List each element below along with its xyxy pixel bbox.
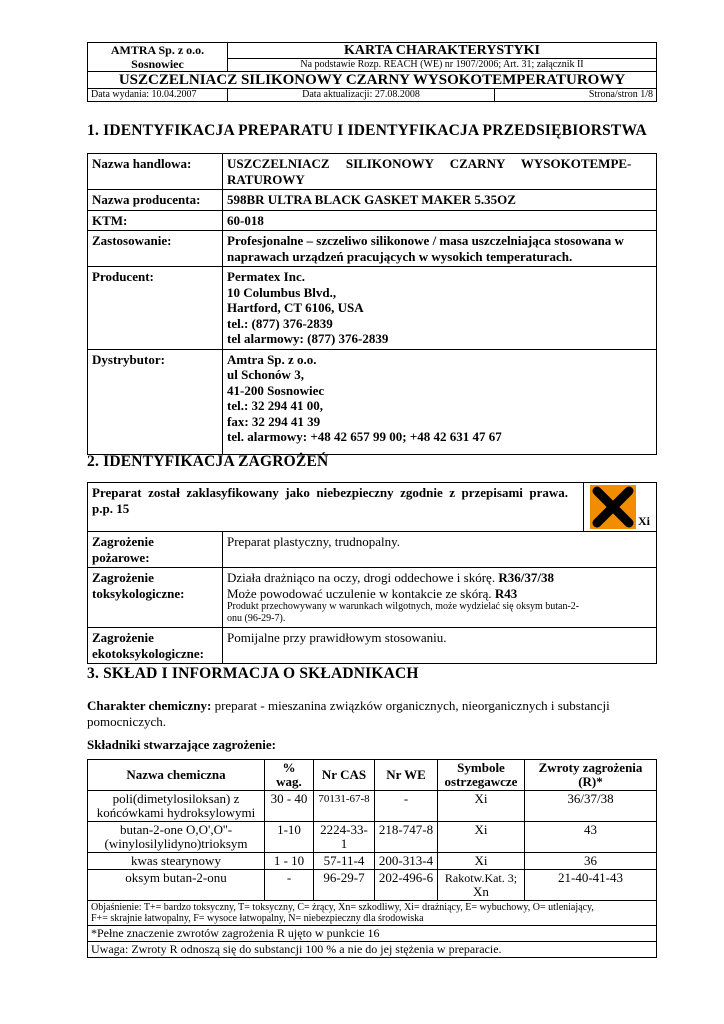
table-row	[88, 231, 657, 267]
table-row	[88, 628, 657, 664]
legend-line: F+= skrajnie łatwopalny, F= wysoce łatwopalny, N= niebezpieczny dla środowiska	[91, 913, 424, 924]
identification-table	[87, 153, 657, 455]
table-row	[88, 853, 657, 870]
xi-irritant-cross-icon	[590, 485, 636, 529]
value-line: Profesjonalne – szczeliwo silikonowe / masa uszczelniająca stosowana w	[227, 233, 624, 248]
chem-we: 200-313-4	[375, 853, 438, 870]
hazard-symbol-cell	[584, 483, 657, 532]
section-2-heading: 2. IDENTYFIKACJA ZAGROŻEŃ	[87, 453, 329, 470]
table-row	[88, 267, 657, 350]
chem-name	[88, 791, 265, 822]
value-line: Hartford, CT 6106, USA	[227, 300, 364, 315]
row-value: 598BR ULTRA BLACK GASKET MAKER 5.35OZ	[223, 190, 657, 211]
chemical-character-text: preparat - mieszanina związków organicznych, nieorganicznych i substancji	[214, 698, 610, 713]
row-key: Zastosowanie:	[88, 231, 223, 267]
row-value	[223, 154, 657, 190]
key-line: ekotoksykologiczne:	[92, 645, 204, 661]
chem-we: 218-747-8	[375, 822, 438, 853]
table-row	[88, 942, 657, 958]
value-line: Produkt przechowywany w warunkach wilgotnych, może wydzielać się oksym butan-2-	[227, 601, 580, 612]
row-key: Dystrybutor:	[88, 349, 223, 454]
row-key	[88, 532, 223, 568]
doc-basis: Na podstawie Rozp. REACH (WE) nr 1907/2006; Art. 31; załącznik II	[228, 59, 657, 72]
value-line: naprawach urządzeń pracujących w wysokich temperaturach.	[227, 248, 573, 264]
row-key: KTM:	[88, 210, 223, 231]
table-row	[88, 870, 657, 901]
table-row	[88, 822, 657, 853]
chem-we: 202-496-6	[375, 870, 438, 901]
company-cell	[88, 43, 228, 72]
chem-name	[88, 822, 265, 853]
col-header: Nazwa chemiczna	[88, 760, 265, 791]
table-row	[88, 154, 657, 190]
col-header: Nr CAS	[314, 760, 375, 791]
value-line: fax: 32 294 41 39	[227, 413, 321, 429]
chem-pct: 1-10	[265, 822, 314, 853]
value-line: USZCZELNIACZ SILIKONOWY CZARNY WYSOKOTEMPE-	[227, 156, 632, 171]
chem-pct: 1 - 10	[265, 853, 314, 870]
chem-name-line: poli(dimetylosiloksan) z	[112, 791, 240, 806]
col-header-line: Zwroty zagrożenia	[538, 760, 643, 775]
chem-cas: 96-29-7	[314, 870, 375, 901]
chem-sym-line: Rakotw.Kat. 3;	[444, 871, 518, 885]
table-row	[88, 532, 657, 568]
chem-pct: 30 - 40	[265, 791, 314, 822]
table-row	[88, 791, 657, 822]
components-label: Składniki stwarzające zagrożenie:	[87, 737, 276, 752]
doc-title: KARTA CHARAKTERYSTYKI	[228, 43, 657, 59]
value-line: ul Schonów 3,	[227, 367, 304, 382]
row-value	[223, 231, 657, 267]
col-header	[265, 760, 314, 791]
r-phrase: R43	[494, 585, 518, 601]
value-line: tel. alarmowy: +48 42 657 99 00; +48 42 631 47 67	[227, 429, 502, 444]
row-value	[223, 267, 657, 350]
legend-cell	[88, 901, 657, 926]
value-line: 41-200 Sosnowiec	[227, 382, 325, 398]
value-line: tel.: (877) 376-2839	[227, 315, 333, 331]
hazards-table	[87, 482, 657, 664]
row-value: Preparat plastyczny, trudnopalny.	[223, 532, 657, 568]
tox-text: Może powodować uczulenie w kontakcie ze skórą.	[227, 585, 492, 601]
chem-cas: 57-11-4	[314, 853, 375, 870]
section-3-heading: 3. SKŁAD I INFORMACJA O SKŁADNIKACH	[87, 665, 419, 682]
row-value: 60-018	[223, 210, 657, 231]
chemical-character-cont: pomocniczych.	[87, 714, 167, 729]
table-row	[88, 190, 657, 211]
section-1-heading: 1. IDENTYFIKACJA PREPARATU I IDENTYFIKACJA PRZEDSIĘBIORSTWA	[87, 122, 647, 139]
update-date: Data aktualizacji: 27.08.2008	[228, 89, 495, 102]
table-row	[88, 349, 657, 454]
chem-we: -	[375, 791, 438, 822]
chem-cas: 2224-33-1	[314, 822, 375, 853]
chem-r: 43	[525, 822, 657, 853]
chem-sym: Xi	[438, 791, 525, 822]
chem-name: oksym butan-2-onu	[88, 870, 265, 901]
chem-sym: Xi	[438, 822, 525, 853]
chem-sym-line: Xn	[473, 884, 489, 899]
value-line: Amtra Sp. z o.o.	[227, 351, 317, 367]
chem-name-line: (winylosilylidyno)trioksym	[104, 836, 248, 851]
value-line: RATUROWY	[227, 171, 305, 187]
row-value	[223, 568, 657, 628]
value-line: Preparat został zaklasyfikowany jako niebezpieczny zgodnie z przepisami prawa.	[92, 485, 569, 500]
chem-r: 36/37/38	[525, 791, 657, 822]
row-value	[223, 349, 657, 454]
key-line: pożarowe:	[92, 549, 150, 565]
key-line: Zagrożenie	[92, 630, 154, 645]
col-header-line: wag.	[276, 774, 302, 789]
company-city: Sosnowiec	[131, 57, 184, 71]
row-value: Pomijalne przy prawidłowym stosowaniu.	[223, 628, 657, 664]
col-header-line: (R)*	[578, 774, 603, 789]
hazard-symbol-label: Xi	[638, 513, 650, 528]
product-title: USZCZELNIACZ SILIKONOWY CZARNY WYSOKOTEMPERATUROWY	[88, 72, 657, 89]
chem-name-line: butan-2-one O,O',O''-	[119, 822, 233, 837]
value-line: 10 Columbus Blvd.,	[227, 284, 337, 300]
chem-r: 21-40-41-43	[525, 870, 657, 901]
table-header-row	[88, 760, 657, 791]
row-key	[88, 628, 223, 664]
value-line: Permatex Inc.	[227, 269, 305, 284]
col-header-line: Symbole	[457, 760, 505, 775]
value-line	[227, 570, 652, 586]
value-line: tel.: 32 294 41 00,	[227, 398, 324, 413]
components-table	[87, 759, 657, 958]
row-key: Producent:	[88, 267, 223, 350]
note-r-phrases: *Pełne znaczenie zwrotów zagrożenia R ujęto w punkcie 16	[88, 926, 657, 942]
issue-date: Data wydania: 10.04.2007	[88, 89, 228, 102]
chem-cas: 70131-67-8	[314, 791, 375, 822]
value-line: tel alarmowy: (877) 376-2839	[227, 331, 389, 346]
chem-sym	[438, 870, 525, 901]
chemical-character-label: Charakter chemiczny:	[87, 698, 212, 713]
company-name: AMTRA Sp. z o.o.	[110, 43, 205, 57]
key-line: Zagrożenie	[92, 570, 154, 585]
legend-line: Objaśnienie: T+= bardzo toksyczny, T= toksyczny, C= żrący, Xn= szkodliwy, Xi= drażniący, E= wybuchowy, O= utleniający,	[91, 902, 594, 913]
chem-sym: Xi	[438, 853, 525, 870]
page-number: Strona/stron 1/8	[495, 89, 657, 102]
classification-text	[88, 483, 584, 532]
table-row	[88, 901, 657, 926]
table-row	[88, 926, 657, 942]
chem-name: kwas stearynowy	[88, 853, 265, 870]
chemical-character	[87, 698, 657, 714]
chem-name-line: końcówkami hydroksylowymi	[96, 805, 256, 820]
tox-text: Działa drażniąco na oczy, drogi oddechowe i skórę.	[227, 570, 496, 585]
value-line: p.p. 15	[92, 500, 130, 516]
chem-r: 36	[525, 853, 657, 870]
col-header	[438, 760, 525, 791]
value-line: onu (96-29-7).	[227, 613, 286, 624]
col-header	[525, 760, 657, 791]
key-line: Zagrożenie	[92, 534, 154, 549]
r-phrase: R36/37/38	[498, 570, 554, 585]
note-concentration: Uwaga: Zwroty R odnoszą się do substancji 100 % a nie do jej stężenia w preparacie.	[88, 942, 657, 958]
key-line: toksykologiczne:	[92, 585, 185, 601]
table-row	[88, 483, 657, 532]
chem-pct: -	[265, 870, 314, 901]
col-header-line: %	[282, 760, 296, 775]
document-header	[87, 42, 657, 102]
row-key: Nazwa handlowa:	[88, 154, 223, 190]
table-row	[88, 210, 657, 231]
row-key	[88, 568, 223, 628]
value-line	[227, 586, 652, 602]
row-key: Nazwa producenta:	[88, 190, 223, 211]
table-row	[88, 568, 657, 628]
col-header: Nr WE	[375, 760, 438, 791]
col-header-line: ostrzegawcze	[444, 774, 518, 789]
